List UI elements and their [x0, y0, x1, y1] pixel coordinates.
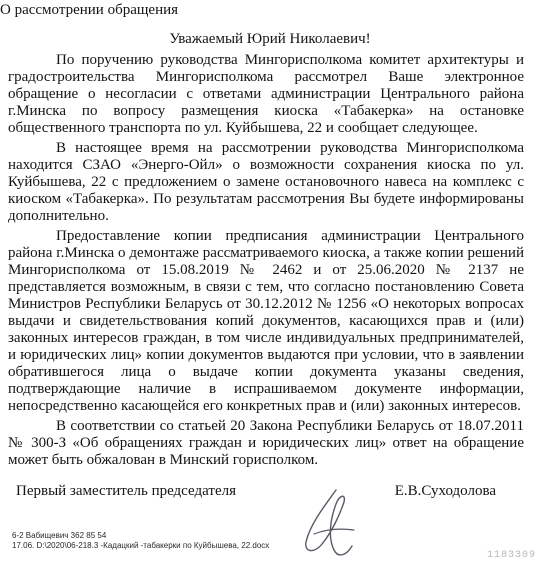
document-title: О рассмотрении обращения [0, 2, 179, 18]
footer-executor: 6-2 Вабищевич 362 85 54 [12, 531, 107, 540]
registration-number: 1183309 [486, 550, 536, 561]
paragraph-1: По поручению руководства Мингорисполкома комитет архитектуры и градостроительства Мингорисполкома рассмотрел Ваше электронное обращение о несогласии с ответами администрации Центрального района г.Минска по вопросу размещения киоска «Табакерка» на остановке общественного транспорта по ул. Куйбышева, 22 и сообщает следующее. [8, 52, 524, 136]
salutation: Уважаемый Юрий Николаевич! [169, 31, 371, 47]
paragraph-2: В настоящее время на рассмотрении руководства Мингорисполкома находится СЗАО «Энерго-Ойл» о возможности сохранения киоска по ул. Куйбышева, 22 с предложением о замене остановочного навеса на комплекс с киоском «Табакерка». По результатам рассмотрения Вы будете информированы дополнительно. [8, 140, 524, 224]
handwritten-signature [296, 484, 364, 564]
signatory-name: Е.В.Суходолова [394, 483, 496, 499]
paragraph-3: Предоставление копии предписания администрации Центрального района г.Минска о демонтаже рассматриваемого киоска, а также копии решений Мингорисполкома от 15.08.2019 № 2462 и от 25.06.2020 № 2137 не представляется возможным, в связи с тем, что согласно постановлению Совета Министров Республики Беларусь от 30.12.2012 № 1256 «О некоторых вопросах выдачи и свидетельствования копий документов, касающихся прав и (или) законных интересов граждан, в том числе индивидуальных предпринимателей, и юридических лиц» копии документов выдаются при условии, что в заявлении обратившегося лица о выдаче копии документа указаны сведения, подтверждающие наличие в испрашиваемом документе информации, непосредственно касающейся его конкретных прав и (или) законных интересов. [8, 228, 524, 414]
letter-body [8, 52, 524, 472]
paragraph-4: В соответствии со статьей 20 Закона Республики Беларусь от 18.07.2011 № 300-З «Об обращениях граждан и юридических лиц» ответ на обращение может быть обжалован в Минский горисполком. [8, 418, 524, 468]
signature-block [16, 482, 496, 500]
footer-info [12, 531, 532, 551]
signatory-position: Первый заместитель председателя [16, 483, 236, 499]
footer-file-path: 17.06. D:\2020\06-218.3 -Кадацкий -табакерки по Куйбышева, 22.docx [12, 541, 270, 550]
